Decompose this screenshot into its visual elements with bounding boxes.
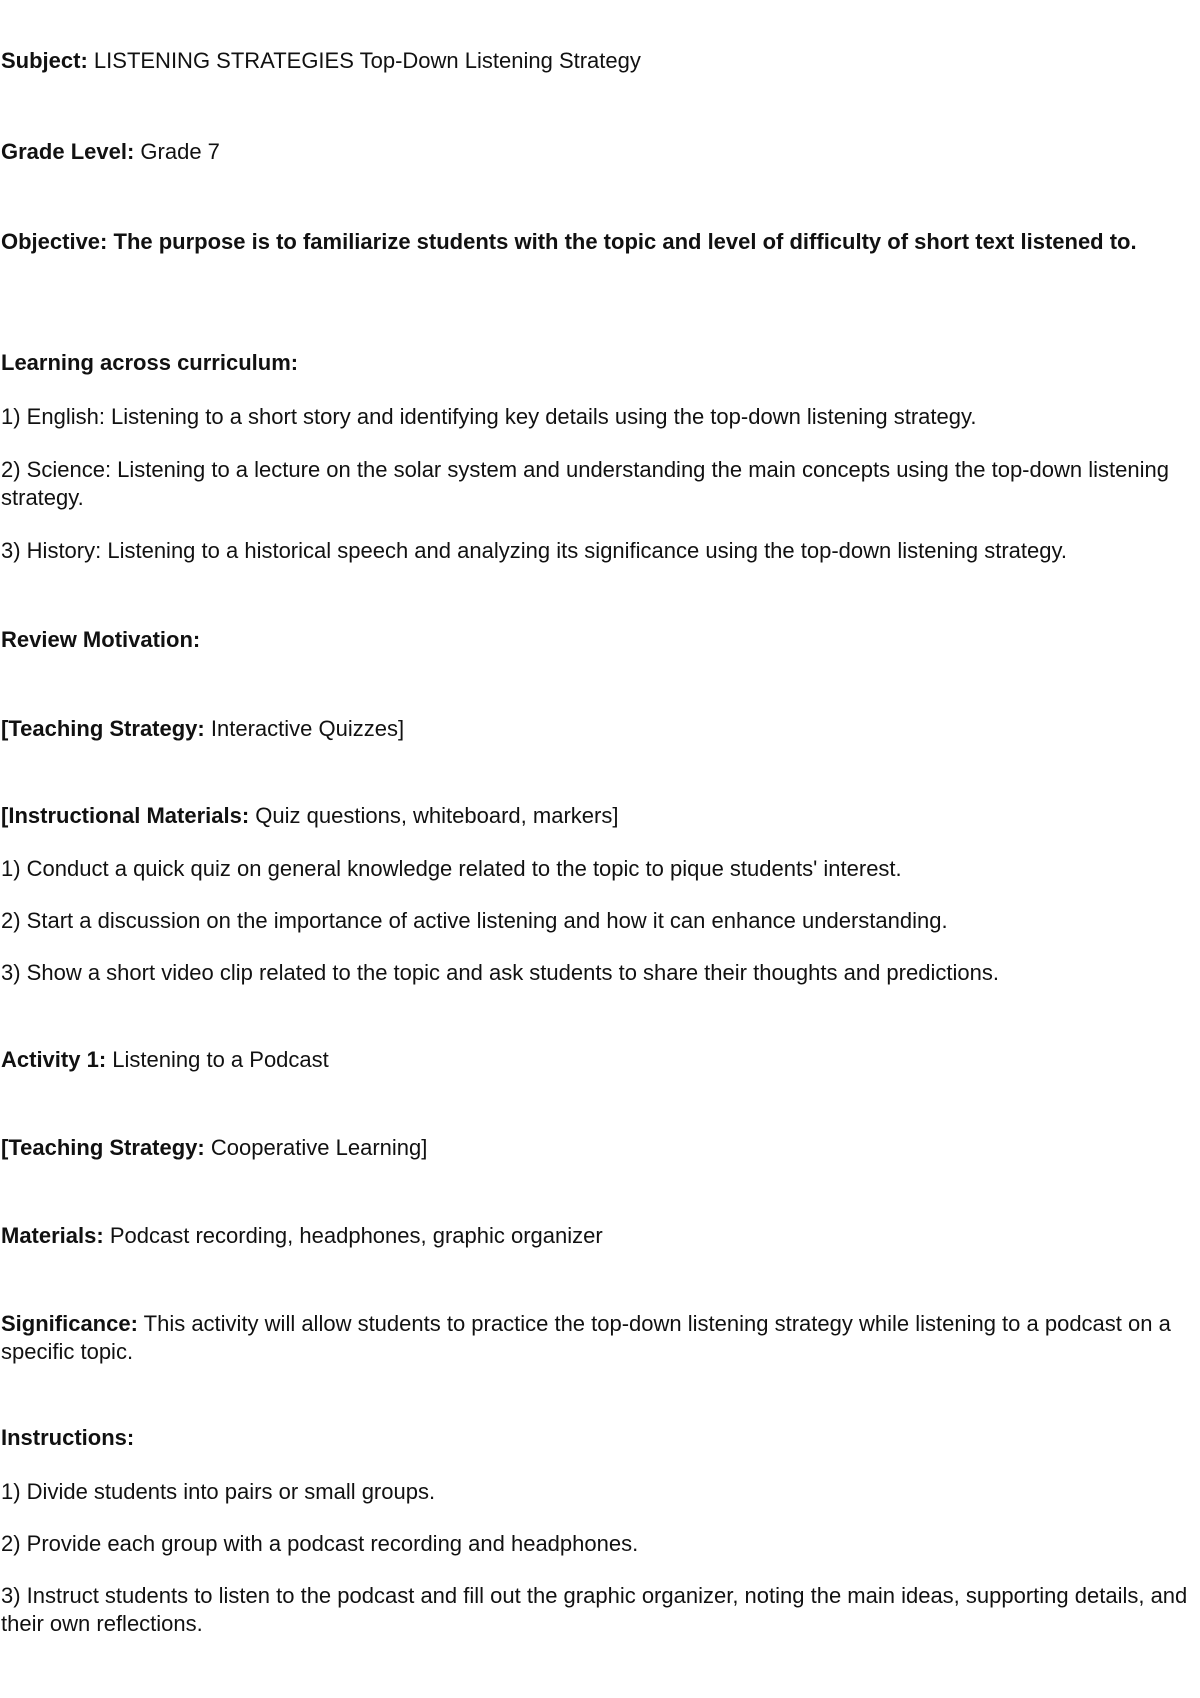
- curriculum-item-3: 3) History: Listening to a historical speech and analyzing its significance using the top-down listening strategy.: [1, 538, 1067, 563]
- instruction-item-2: 2) Provide each group with a podcast recording and headphones.: [1, 1531, 639, 1556]
- activity1-significance-line: [1, 1310, 1197, 1366]
- review-teaching-strategy-open: [: [1, 716, 9, 741]
- activity1-materials-label: Materials:: [1, 1223, 104, 1248]
- review-motivation-heading: Review Motivation:: [1, 627, 201, 652]
- subject-label: Subject:: [1, 48, 88, 73]
- instructional-materials-value: Quiz questions, whiteboard, markers]: [255, 803, 619, 828]
- subject-value: LISTENING STRATEGIES Top-Down Listening Strategy: [93, 48, 641, 73]
- objective-line: [1, 228, 1197, 256]
- objective-value: The purpose is to familiarize students with the topic and level of difficulty of short text listened to.: [113, 229, 1137, 254]
- activity1-significance-label: Significance:: [1, 1311, 138, 1336]
- instructional-materials-label: Instructional Materials:: [8, 803, 250, 828]
- curriculum-item-2: 2) Science: Listening to a lecture on the solar system and understanding the main concepts using the top-down listening strategy.: [1, 457, 1169, 510]
- grade-level-value: Grade 7: [140, 139, 220, 164]
- activity1-value: Listening to a Podcast: [112, 1047, 329, 1072]
- activity1-instructions-heading: Instructions:: [1, 1425, 135, 1450]
- activity1-significance-value: This activity will allow students to practice the top-down listening strategy while listening to a podcast on a specific topic.: [1, 1311, 1171, 1364]
- review-item-1: 1) Conduct a quick quiz on general knowledge related to the topic to pique students' interest.: [1, 856, 902, 881]
- review-item-3: 3) Show a short video clip related to the topic and ask students to share their thoughts and predictions.: [1, 960, 999, 985]
- activity1-materials-line: [1, 1222, 1197, 1250]
- grade-level-line: [1, 138, 1197, 166]
- review-teaching-strategy-line: [1, 715, 1197, 743]
- activity1-title-line: [1, 1046, 1197, 1074]
- review-teaching-strategy-label: Teaching Strategy:: [8, 716, 205, 741]
- review-teaching-strategy-value: Interactive Quizzes]: [210, 716, 405, 741]
- instruction-item-1: 1) Divide students into pairs or small groups.: [1, 1479, 436, 1504]
- subject-line: [1, 47, 1197, 75]
- activity1-teaching-strategy-label: Teaching Strategy:: [8, 1135, 205, 1160]
- review-item-2: 2) Start a discussion on the importance of active listening and how it can enhance understanding.: [1, 908, 948, 933]
- activity1-teaching-strategy-value: Cooperative Learning]: [210, 1135, 428, 1160]
- learning-across-curriculum-heading: Learning across curriculum:: [1, 350, 299, 375]
- grade-level-label: Grade Level:: [1, 139, 135, 164]
- activity1-materials-value: Podcast recording, headphones, graphic organizer: [109, 1223, 603, 1248]
- activity1-teaching-strategy-open: [: [1, 1135, 9, 1160]
- activity1-teaching-strategy-line: [1, 1134, 1197, 1162]
- curriculum-item-1: 1) English: Listening to a short story and identifying key details using the top-down listening strategy.: [1, 404, 977, 429]
- instructional-materials-open: [: [1, 803, 9, 828]
- instructional-materials-line: [1, 802, 1197, 830]
- instruction-item-3: 3) Instruct students to listen to the podcast and fill out the graphic organizer, noting the main ideas, supporting details, and their own reflections.: [1, 1583, 1188, 1636]
- activity1-label: Activity 1:: [1, 1047, 107, 1072]
- objective-label: Objective:: [1, 229, 108, 254]
